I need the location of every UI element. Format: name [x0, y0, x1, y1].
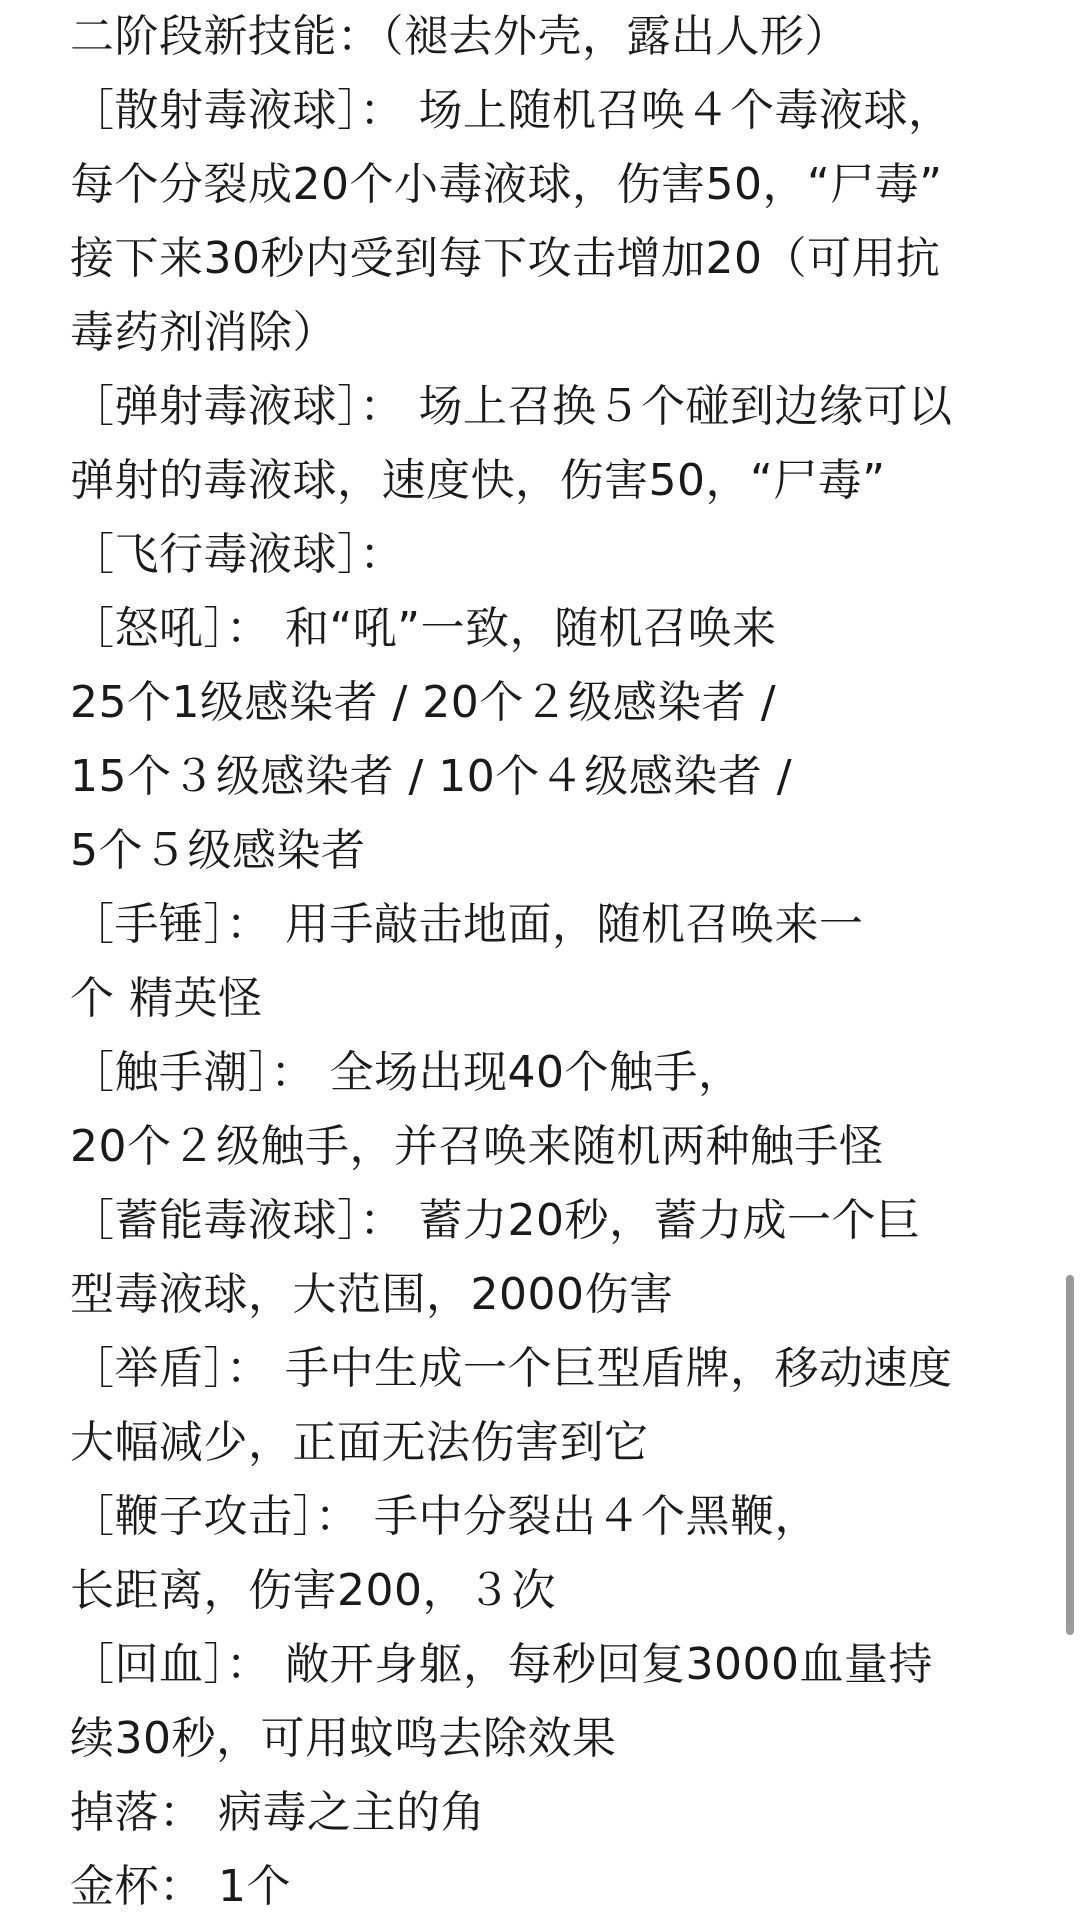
note-line: 型毒液球，大范围，2000伤害 — [70, 1269, 674, 1320]
note-body — [70, 0, 1030, 1924]
note-line-tentacle-skill: ［触手潮］： 全场出现40个触手， — [70, 1047, 743, 1098]
note-line-title: 二阶段新技能：（褪去外壳，露出人形） — [70, 11, 849, 62]
note-line: 毒药剂消除） — [70, 307, 337, 358]
note-line-scatter-skill: ［散射毒液球］： 场上随机召唤４个毒液球， — [70, 85, 953, 136]
note-line-heal-skill: ［回血］： 敞开身躯，每秒回复3000血量持 — [70, 1639, 933, 1690]
note-line: 续30秒，可用蚊鸣去除效果 — [70, 1713, 617, 1764]
note-line: 25个1级感染者 / 20个２级感染者 / — [70, 677, 777, 728]
note-line-charge-skill: ［蓄能毒液球］： 蓄力20秒，蓄力成一个巨 — [70, 1195, 921, 1246]
note-line: 5个５级感染者 — [70, 825, 366, 876]
note-line-trophy: 金杯： 1个 — [70, 1861, 291, 1912]
note-line: 长距离，伤害200，３次 — [70, 1565, 556, 1616]
note-line: 每个分裂成20个小毒液球，伤害50，“尸毒” — [70, 159, 943, 210]
note-line-roar-skill: ［怒吼］： 和“吼”一致，随机召唤来 — [70, 603, 777, 654]
note-line: 20个２级触手，并召唤来随机两种触手怪 — [70, 1121, 884, 1172]
vertical-scrollbar[interactable] — [1066, 1275, 1074, 1635]
note-line: 大幅减少，正面无法伤害到它 — [70, 1417, 649, 1468]
note-line-drop: 掉落： 病毒之主的角 — [70, 1787, 485, 1838]
note-line-whip-skill: ［鞭子攻击］： 手中分裂出４个黑鞭， — [70, 1491, 819, 1542]
note-line: 弹射的毒液球，速度快，伤害50，“尸毒” — [70, 455, 886, 506]
note-line: 15个３级感染者 / 10个４级感染者 / — [70, 751, 793, 802]
note-line-shield-skill: ［举盾］： 手中生成一个巨型盾牌，移动速度 — [70, 1343, 953, 1394]
note-line: 接下来30秒内受到每下攻击增加20（可用抗 — [70, 233, 941, 284]
note-line-flying-skill: ［飞行毒液球］： — [70, 529, 404, 580]
note-line-hammer-skill: ［手锤］： 用手敲击地面，随机召唤来一 — [70, 899, 864, 950]
note-line-bounce-skill: ［弹射毒液球］： 场上召换５个碰到边缘可以 — [70, 381, 953, 432]
note-line: 个 精英怪 — [70, 973, 263, 1024]
